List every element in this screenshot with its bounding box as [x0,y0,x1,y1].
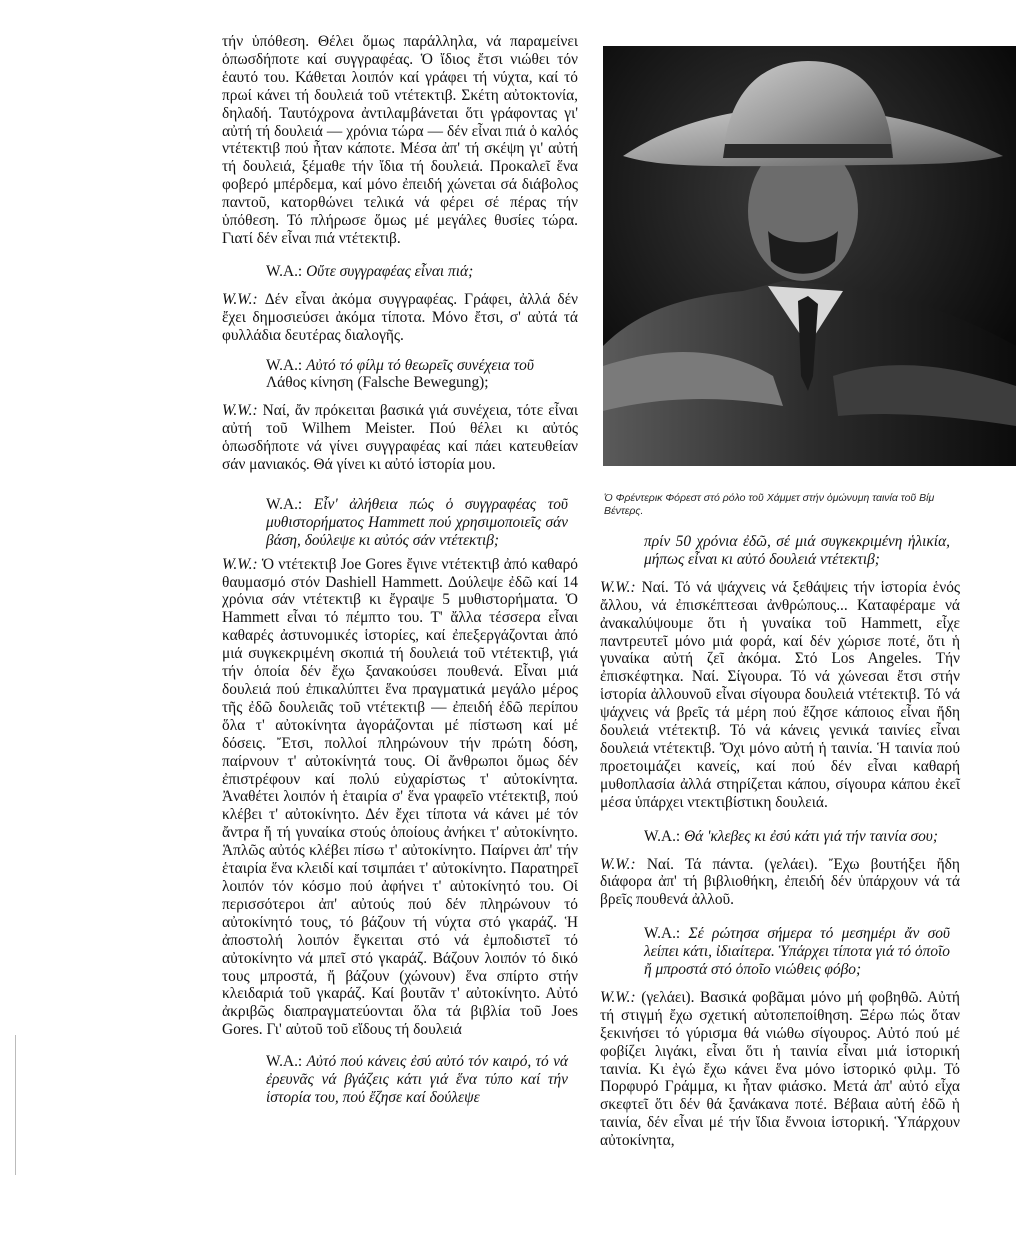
speaker-ww: W.W.: [222,290,258,308]
answer-2-text: Ναί, ἄν πρόκειται βασικά γιά συνέχεια, τότε εἶναι αὐτή τοῦ Wilhem Meister. Πού θέλει κι αὐτός ὁπωσδήποτε νά γίνει συγγραφέας καί πάει κατευθείαν σάν μανιακός. Θά γίνει κι αὐτό ἱστορία μου. [222,402,578,474]
speaker-wa: W.A.: [266,262,303,280]
question-5-text: Θά 'κλεβες κι ἐσύ κάτι γιά τήν ταινία σου; [684,827,938,845]
answer-3 [222,556,578,1039]
margin-line [15,1035,16,1175]
speaker-wa: W.A.: [644,925,681,943]
speaker-ww: W.W.: [600,578,636,596]
speaker-ww: W.W.: [600,988,636,1006]
answer-5-text: Ναί. Τά πάντα. (γελάει). Ἔχω βουτήξει ἤδη διάφορα ἀπ' τή βιβλιοθήκη, ἐπειδή δέν ὑπάρχουν νά τά βρεῖς πουθενά ἀλλοῦ. [600,855,960,909]
left-column [222,33,578,1107]
answer-3-text: Ὁ ντέτεκτιβ Joe Gores ἔγινε ντέτεκτιβ ἀπό καθαρό θαυμασμό στόν Dashiell Hammett. Δούλεψε ἐδῶ καί 14 χρόνια σάν ντέτεκτιβ κι ἔγραψε 5 μυθιστορήματα. Ὁ Hammett εἶναι τό πέμπτο του. Τ' ἄλλα τέσσερα εἶναι καθαρές ἀστυνομικές ἱστορίες, καί ἐπεξεργάζονται ἀπό μιά συγκεκριμένη σκοπιά τή δουλειά τοῦ ντέτεκτιβ, γιά τήν ὁποία δέν ἔχω ξανακούσει πουθενά. Εἶναι μιά δουλειά πού ἐπικαλύπτει ἕνα πραγματικά μεγάλο μέρος τῆς ἐδῶ δουλειᾶς τοῦ ντέτεκτιβ — ἐπειδή ἐδῶ περίπου ὅλα τ' αὐτοκίνητα ἀγοράζονται μέ πίστωση καί μέ δόσεις. Ἔτσι, πολλοί πληρώνουν τήν πρώτη δόση, παίρνουν τ' αὐτοκίνητά τους. Οἱ ἄνθρωποι ὅμως δέν ἐπιστρέφουν καί πολύ εὐχαρίστως τ' αὐτοκίνητα. Ἀναθέτει λοιπόν ἡ ἑταιρία σ' ἕνα γραφεῖο ντέτεκτιβ, πού κλέβει τ' αὐτοκίνητο. Δέν ἔχει τίποτα νά κάνει μέ τόν ἄντρα ἤ τή γυναίκα στούς ὁποίους ἀνήκει τ' αὐτοκίνητο. Ἁπλῶς αὐτός κλέβει πίσω τ' αὐτοκίνητο. Παίρνει ἀπ' τήν ἑταιρία ἕνα κλειδί καί τσιμπάει τ' αὐτοκίνητο. Παρατηρεῖ λοιπόν τόν κόσμο πού ἀφήνει τ' αὐτοκίνητό του. Οἱ περισσότεροι ἀπ' αὐτούς πού δέν πληρώνουν τό αὐτοκίνητό τους, τό βάζουν τή νύχτα στό γκαράζ. Ἡ ἀποστολή λοιπόν ἔγκειται στό νά ἐμποδιστεῖ τό αὐτοκίνητο νά μπεῖ στό γκαράζ. Βάζουν λοιπόν τό δικό τους μπροστά, ἤ βάζουν (χώνουν) ἕνα σπίρτο στήν κλειδαριά τοῦ γκαράζ. Καί βουτᾶν τ' αὐτοκίνητο. Αὐτό ἀκριβῶς διαπραγματεύονται ὅλα τά βιβλία τοῦ Joes Gores. Γι' αὐτοῦ τοῦ εἴδους τή δουλειά [222,555,578,1039]
question-4-continued: πρίν 50 χρόνια ἐδῶ, σέ μιά συγκεκριμένη ἡλικία, μήπως εἶναι κι αὐτό δουλειά ντέτεκτιβ; [644,533,950,568]
answer-6 [600,989,960,1150]
speaker-ww: W.W.: [600,855,636,873]
answer-1-text: Δέν εἶναι ἀκόμα συγγραφέας. Γράφει, ἀλλά δέν ἔχει δημοσιεύσει ἀκόμα τίποτα. Μόνο ἔτσι, σ' αὐτά τά φυλλάδια δευτέρας διαλογῆς. [222,290,578,344]
question-1-text: Οὔτε συγγραφέας εἶναι πιά; [306,262,474,280]
answer-5 [600,856,960,910]
answer-2 [222,402,578,474]
question-6-text: Σέ ρώτησα σήμερα τό μεσημέρι ἄν σοῦ λείπει κάτι, ἰδιαίτερα. Ὑπάρχει τίποτα γιά τό ὁποῖο ἤ μπροστά στό ὁποῖο νιώθεις φόβο; [644,925,950,979]
answer-4-text: Ναί. Τό νά ψάχνεις νά ξεθάψεις τήν ἱστορία ἑνός ἄλλου, νά ἐπισκέπτεσαι ἀνθρώπους... Καταφέραμε νά ἀνακαλύψουμε ὅτι ἡ γυναίκα τοῦ Hammett, εἶχε παντρευτεῖ μόνο μιά φορά, καί δέν χώρισε ποτέ, ὅτι ἡ γυναίκα αὐτή ζεῖ ἀκόμα. Στό Los Angeles. Τήν ἐπισκέφτηκα. Ναί. Σίγουρα. Τό νά χώνεσαι ἔτσι στήν ἱστορία ἀλλουνοῦ εἶναι σίγουρα δουλειά ντέτεκτιβ. Τό νά ψάχνεις νά βρεῖς τά μέρη πού ἔζησε κάποιος εἶναι ἤδη δουλειά ντέτεκτιβ. Τό νά κάνεις γενικά ταινίες εἶναι δουλειά ντέτεκτιβ. Ὄχι μόνο αὐτή ἡ ταινία. Ἡ ταινία πού προετοιμάζει κανείς, καί πού δέν εἶναι καθαρή μυθοπλασία ἀλλά στηρίζεται κάπου, σίγουρα κάπου ἐκεῖ μέσα ὑπάρχει ντεκτιβίστικη δουλειά. [600,578,960,811]
question-2-text: Αὐτό τό φίλμ τό θεωρεῖς συνέχεια τοῦ [306,356,534,374]
question-3 [222,496,578,550]
paragraph-intro: τήν ὑπόθεση. Θέλει ὅμως παράλληλα, νά παραμείνει ὁπωσδήποτε καί συγγραφέας. Ὁ ἴδιος ἔτσι νιώθει τόν ἑαυτό του. Κάθεται λοιπόν καί γράφει τή νύχτα, καί τό πρωί κάνει τή δουλειά τοῦ ντέτεκτιβ. Σκέτη αὐτοκτονία, δηλαδή. Ταυτόχρονα ἀντιλαμβάνεται ὅτι γράφοντας γι' αὐτή τή δουλειά — χρόνια τώρα — δέν εἶναι πιά ὁ καλός ντέτεκτιβ πού ἦταν κάποτε. Μέσα ἀπ' τή σκέψη γι' αὐτή τή δουλειά, ξέμαθε τήν ἴδια τή δουλειά. Προκαλεῖ ἕνα φοβερό μπέρδεμα, καί μόνο ἐπειδή χώνεται σά διάβολος παντοῦ, κατορθώνει τελικά νά φέρει σέ πέρας τήν ὑπόθεση. Τό πλήρωσε ὅμως μέ μεγάλες θυσίες τώρα. Γιατί δέν εἶναι πιά ντέτεκτιβ. [222,33,578,247]
question-4 [222,1053,578,1107]
speaker-wa: W.A.: [266,356,303,374]
speaker-ww: W.W.: [222,402,258,420]
answer-6-text: (γελάει). Βασικά φοβᾶμαι μόνο μή φοβηθῶ. Αὐτή τή στιγμή ἔχω σχετική αὐτοπεποίθηση. Ξέρω πώς ὅταν ξεκινήσει τό γύρισμα θά νιώθω σίγουρος. Αὐτό πού μέ φοβίζει λιγάκι, εἶναι ὅτι ἡ ταινία εἶναι μιά ἱστορική ταινία. Κι ἐγώ ἔχω κάνει ἕνα μόνο ἱστορικό φιλμ. Τό Πορφυρό Γράμμα, κι ἦταν φιάσκο. Μετά ἀπ' αὐτό εἶχα σκεφτεῖ ὅτι δέν θά ξανάκανα ποτέ. Βέβαια αὐτή ἐδῶ ἡ ταινία, δέν εἶναι μέ τήν ἴδια ἔννοια ἱστορική. Ὑπάρχουν αὐτοκίνητα, [600,988,960,1150]
speaker-wa: W.A.: [266,495,303,513]
answer-1 [222,291,578,345]
film-title: Λάθος κίνηση (Falsche Bewegung); [266,374,489,392]
question-4-text: Αὐτό πού κάνεις ἐσύ αὐτό τόν καιρό, τό νά ἐρευνᾶς νά βγάζεις κάτι γιά ἕνα τύπο καί τήν ἱστορία του, πού ἔζησε καί δούλεψε [266,1053,568,1106]
question-2 [222,357,578,393]
answer-4 [600,579,960,812]
question-6 [600,925,960,979]
photo-illustration [603,46,1016,466]
film-still-photo [603,46,1016,466]
question-1 [222,263,578,281]
speaker-wa: W.A.: [644,827,681,845]
right-column [600,533,960,1150]
question-5 [600,828,960,846]
photo-caption: Ὁ Φρέντερικ Φόρεστ στό ρόλο τοῦ Χάμμετ στήν ὁμώνυμη ταινία τοῦ Βίμ Βέντερς. [604,492,935,517]
speaker-ww: W.W.: [222,555,258,573]
question-3-text: Εἶν' ἀλήθεια πώς ὁ συγγραφέας τοῦ μυθιστορήματος Hammett πού χρησιμοποιεῖς σάν βάση, δούλεψε κι αὐτός σάν ντέτεκτιβ; [266,495,568,549]
speaker-wa: W.A.: [266,1053,303,1071]
